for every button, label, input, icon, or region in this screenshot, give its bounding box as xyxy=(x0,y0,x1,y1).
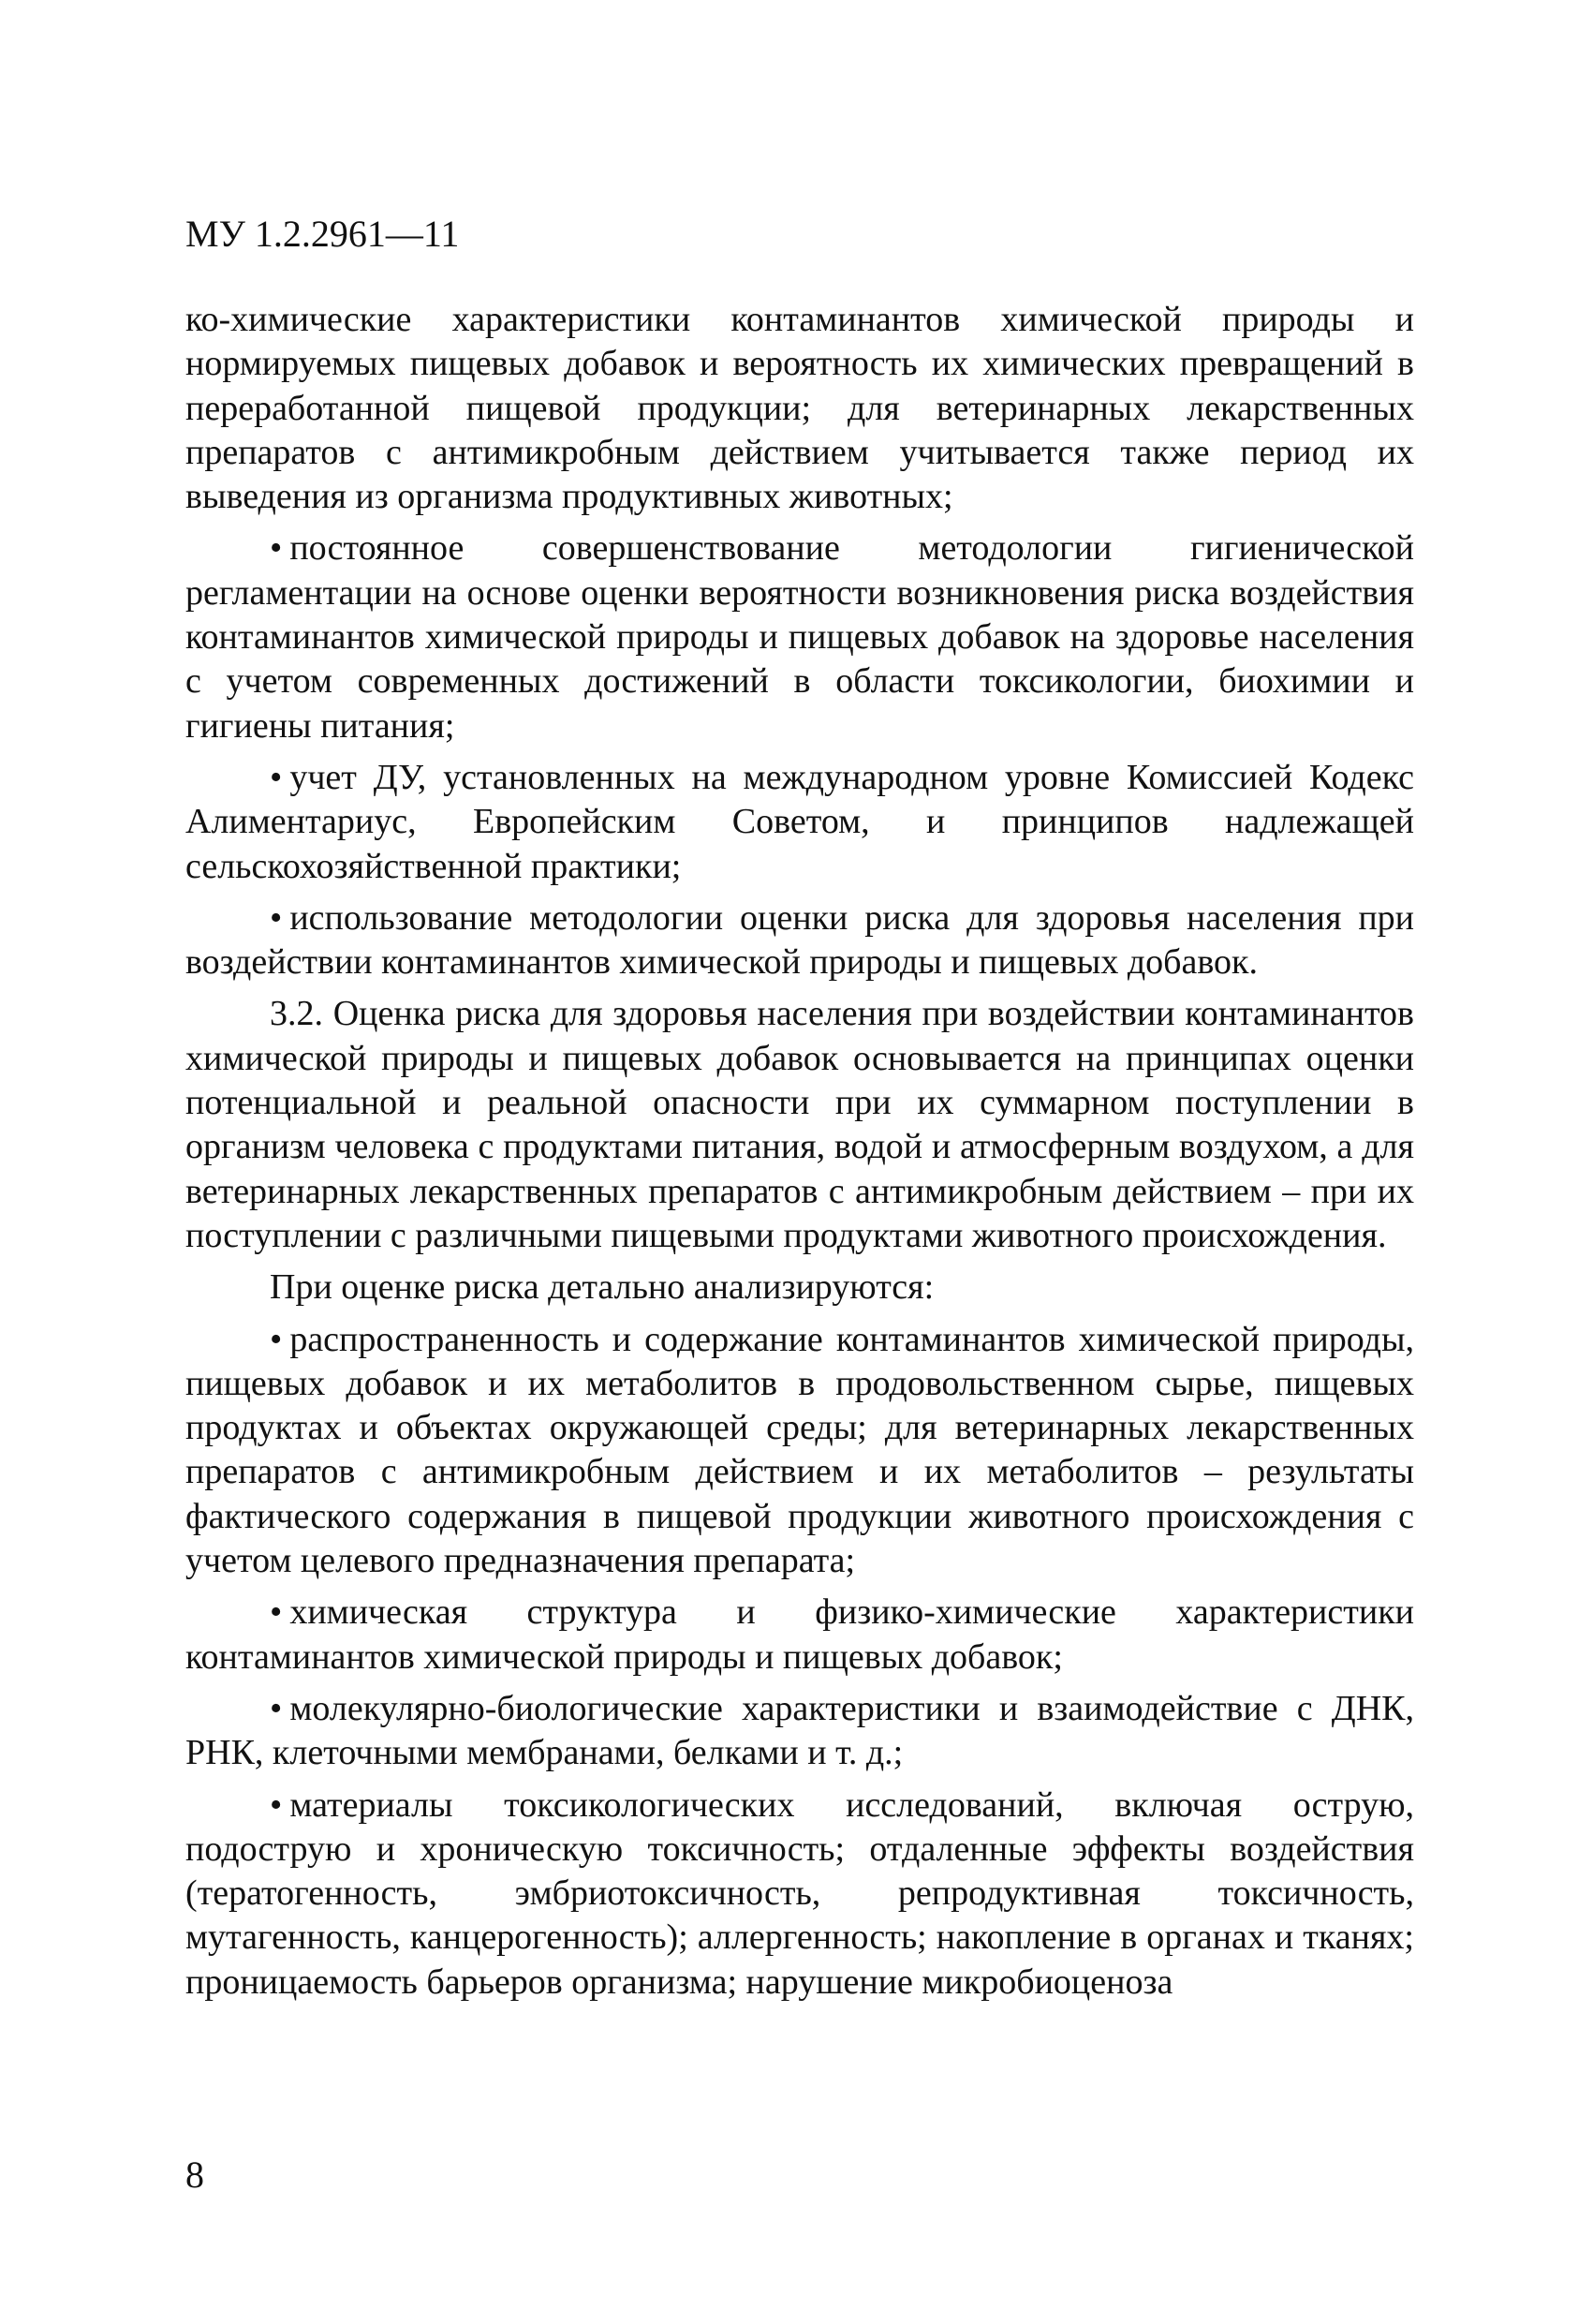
body-text xyxy=(185,298,1414,2005)
bullet-icon xyxy=(270,1320,289,1359)
bullet-text: химическая структура и физико-химические характеристики контаминантов химической природы и пищевых добавок; xyxy=(185,1592,1414,1677)
bullet-item xyxy=(185,896,1414,985)
paragraph-text: 3.2. Оценка риска для здоровья населения при воздействии контаминантов химической природы и пищевых добавок основывается на принципах оценки потенциальной и реальной опасности при их суммарном поступлении в организм человека с продуктами питания, водой и атмосферным воздухом, а для ветеринарных лекарственных препаратов с антимикробным действием – при их поступлении с различными пищевыми продуктами животного происхождения. xyxy=(185,994,1414,1255)
bullet-icon xyxy=(270,1785,289,1825)
bullet-icon xyxy=(270,528,289,568)
bullet-item xyxy=(185,1784,1414,2005)
paragraph-text: При оценке риска детально анализируются: xyxy=(270,1267,935,1308)
page-number: 8 xyxy=(185,2154,204,2196)
intro-paragraph xyxy=(185,1266,1414,1310)
bullet-icon xyxy=(270,1689,289,1728)
bullet-text: учет ДУ, установленных на международном уровне Комиссией Кодекс Алиментариус, Европейским Советом, и принципов надлежащей сельскохозяйственной практики; xyxy=(185,757,1414,886)
bullet-item xyxy=(185,526,1414,748)
bullet-icon xyxy=(270,758,289,797)
paragraph-text: ко-химические характеристики контаминантов химической природы и нормируемых пищевых добавок и вероятность их химических превращений в переработанной пищевой продукции; для ветеринарных лекарственных препаратов с антимикробным действием учитывается также период их выведения из организма продуктивных животных; xyxy=(185,300,1414,517)
paragraph-continuation xyxy=(185,298,1414,519)
bullet-text: распространенность и содержание контаминантов химической природы, пищевых добавок и их метаболитов в продовольственном сырье, пищевых продуктах и объектах окружающей среды; для ветеринарных лекарственных препаратов с антимикробным действием и их метаболитов – результаты фактического содержания в пищевой продукции животного происхождения с учетом целевого предназначения препарата; xyxy=(185,1319,1414,1581)
bullet-text: использование методологии оценки риска для здоровья населения при воздействии контаминантов химической природы и пищевых добавок. xyxy=(185,897,1414,983)
bullet-text: молекулярно-биологические характеристики и взаимодействие с ДНК, РНК, клеточными мембранами, белками и т. д.; xyxy=(185,1688,1414,1773)
bullet-item xyxy=(185,1318,1414,1584)
bullet-icon xyxy=(270,898,289,938)
bullet-item xyxy=(185,1591,1414,1680)
bullet-item xyxy=(185,756,1414,889)
bullet-text: постоянное совершенствование методологии гигиенической регламентации на основе оценки вероятности возникновения риска воздействия контаминантов химической природы и пищевых добавок на здоровье населения с учетом современных достижений в области токсикологии, биохимии и гигиены питания; xyxy=(185,528,1414,746)
bullet-icon xyxy=(270,1592,289,1632)
section-paragraph xyxy=(185,992,1414,1258)
bullet-item xyxy=(185,1687,1414,1776)
bullet-text: материалы токсикологических исследований, включая острую, подострую и хроническую токсичность; отдаленные эффекты воздействия (тератогенность, эмбриотоксичность, репродуктивная токсичность, мутагенность, канцерогенность); аллергенность; накопление в органах и тканях; проницаемость барьеров организма; нарушение микробиоценоза xyxy=(185,1784,1414,2002)
document-code-header: МУ 1.2.2961—11 xyxy=(185,213,460,255)
